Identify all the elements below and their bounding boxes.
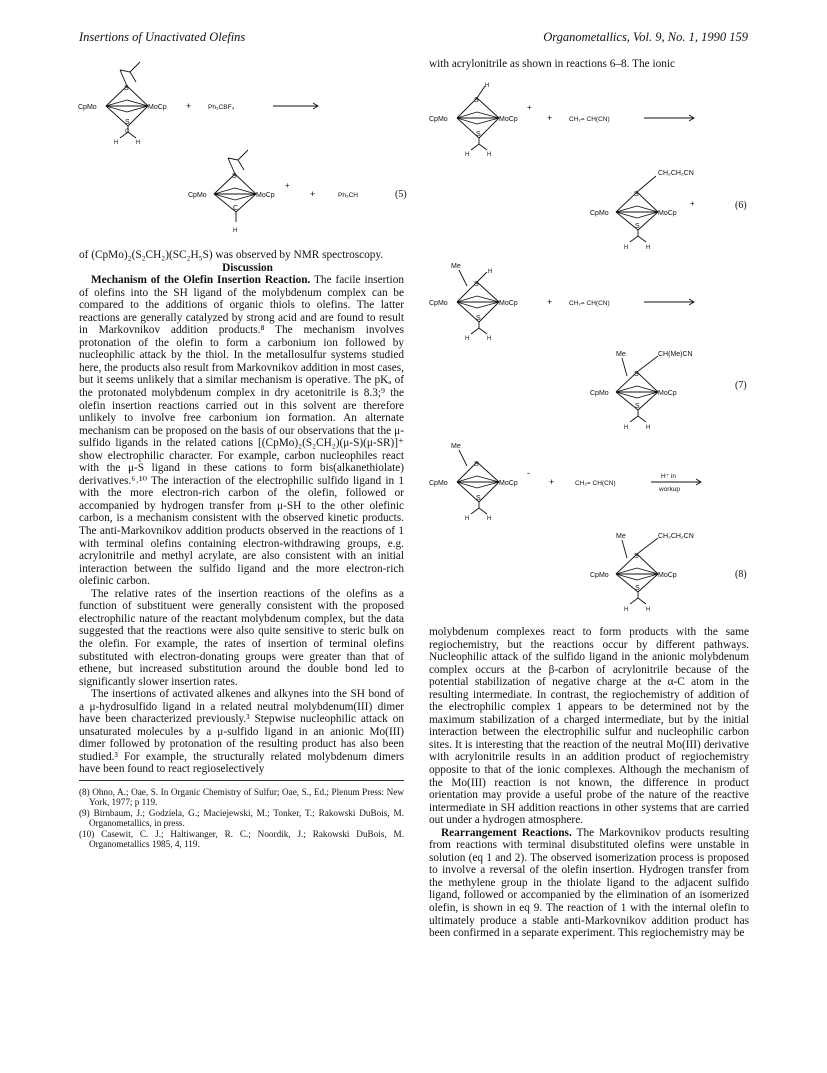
hydrogen-label: H	[646, 425, 651, 431]
substituent-label: CH₂CH₂CN	[658, 533, 694, 540]
sulfur-label: S	[124, 85, 129, 92]
charge-plus: +	[690, 199, 695, 208]
paragraph: of (CpMo)₂(S₂CH₂)(SC₂H₅S) was observed by NMR spectroscopy.	[79, 249, 384, 261]
equation-number: (8)	[735, 569, 747, 580]
right-column	[429, 626, 749, 940]
reference: (8) Ohno, A.; Oae, S. In Organic Chemistry of Sulfur; Oae, S., Ed.; Plenum Press: New York, 1977; p 119.	[79, 786, 404, 808]
reference: (10) Casewit, C. J.; Haltiwanger, R. C.; Noordik, J.; Rakowski DuBois, M. Organometallics 1985, 4, 119.	[79, 828, 404, 849]
sulfur-label: S	[125, 119, 130, 126]
section-heading: Discussion	[222, 261, 273, 274]
scheme-6-reactants	[429, 82, 739, 162]
sulfur-label: S	[474, 461, 479, 468]
run-in-heading: Rearrangement Reactions.	[441, 826, 572, 839]
cpmo-label: CpMo	[590, 572, 609, 579]
equation-number: (5)	[395, 189, 407, 200]
sulfur-label: S	[476, 495, 481, 502]
hydrogen-label: H	[136, 140, 141, 146]
reagent-label: workup	[659, 486, 680, 493]
triphenylmethane: Ph₃CH	[338, 192, 358, 199]
paragraph-body: The Markovnikov products resulting from reactions with terminal disubstituted olefins were unstable in solution (eq 1 and 2). The observed isomerization process is proposed to involve a reversal of the olefin insertion. Hydrogen transfer from the methylene group in the thiolate ligand to the adjacent sulfido ligand, followed or accompanied by the elimination of an isomerized olefin, is shown in eq 9. The reaction of 1 with the internal olefin to ultimately produce a stable anti-Markovnikov addition product has been confirmed in a separate experiment. This regiochemistry may be	[429, 826, 749, 940]
references	[79, 780, 404, 849]
plus-sign: +	[549, 477, 555, 487]
charge-plus: +	[285, 181, 290, 190]
cpmo-label: CpMo	[429, 480, 448, 487]
acrylonitrile-label: CH₂= CH(CN)	[569, 116, 610, 123]
scheme-8-reactants	[429, 438, 739, 523]
hydrogen-label: H	[646, 607, 651, 613]
hydrogen-label: H	[487, 516, 492, 522]
paragraph: The relative rates of the insertion reactions of the olefins as a function of substituent were generally consistent with the proposed electrophilic nature of the reactant molybdenum complex, but the data suggested that the reactions were also quite sensitive to steric bulk on the olefin. For example, the rates of insertion of terminal olefins substituted with electron-donating groups were greater than that of ethene, but increased substitution around the double bond led to significantly slower insertion rates.	[79, 587, 404, 688]
hydrogen-label: H	[646, 245, 651, 251]
methyl-label: Me	[451, 443, 461, 450]
plus-sign: +	[186, 101, 192, 111]
plus-sign: +	[310, 189, 316, 199]
hydrogen-label: H	[465, 336, 470, 342]
mocp-label: MoCp	[658, 390, 677, 397]
plus-sign: +	[547, 297, 553, 307]
scheme-7-reactants	[429, 258, 739, 343]
sulfur-label: S	[474, 281, 479, 288]
equation-number: (6)	[735, 200, 747, 211]
running-header-journal: Organometallics, Vol. 9, No. 1, 1990 159	[543, 30, 748, 44]
mocp-label: MoCp	[499, 480, 518, 487]
mocp-label: MoCp	[658, 210, 677, 217]
methyl-label: Me	[616, 533, 626, 540]
sulfur-label: S	[634, 191, 639, 198]
carbon-label: C	[125, 129, 130, 135]
left-column	[79, 249, 404, 849]
scheme-7-product	[590, 346, 730, 436]
hydrogen-label: H	[624, 425, 629, 431]
scheme-6-product	[590, 168, 720, 258]
sulfur-label: S	[634, 371, 639, 378]
paragraph: The insertions of activated alkenes and alkynes into the SH bond of a μ-hydrosulfido ligand in a related neutral molybdenum(III) dimer have been characterized previously.³ Stepwise nucleophilic attack on unsaturated molecules by a μ-sulfido ligand in an anionic Mo(III) dimer followed by protonation of the resulting product has also been studied.³ For example, the structurally related molybdenum dimers have been found to react regioselectively	[79, 688, 404, 776]
hydrogen-label: H	[114, 140, 119, 146]
equation-number: (7)	[735, 380, 747, 391]
cpmo-label: CpMo	[78, 104, 97, 111]
paragraph-body: The facile insertion of olefins into the SH ligand of the molybdenum complex can be compared to the additions of organic thiols to olefins. The latter reactions are generally catalyzed by strong acid and are found to result in Markovnikov addition products.⁸ The mechanism involves protonation of the olefin to form a carbonium ion followed by nucleophilic attack by the thiol. In the metallosulfur systems studied here, the products also result from Markovnikov addition in most cases, but it seems unlikely that a similar mechanism is operative. The pKₐ of the protonated molybdenum complex in dry acetonitrile is 8.3;⁹ the olefin insertion reactions carried out in this solvent are therefore unlikely to involve free carbonium ion formation. An alternate mechanism can be proposed on the basis of our observations that the μ-sulfido ligands in the related cations [(CpMo)₂(S₂CH₂)(μ-S)(μ-SR)]⁺ show electrophilic character. For example, carbon nucleophiles react with the μ-S ligand in these cations to form bis(alkanethiolate) derivatives.⁶˒¹⁰ The interaction of the electrophilic sulfido ligand in 1 with the more electron-rich carbon of the olefin, followed or accompanied by hydrogen transfer from μ-SH to the other olefinic carbon, is a mechanism consistent with the observed kinetic products. The anti-Markovnikov addition products observed in the reactions of 1 with terminal olefins containing electron-withdrawing groups, e.g. acrylonitrile and methyl acrylate, are also consistent with an initial interaction between the sulfido ligand and the more electron-rich olefinic carbon.	[79, 274, 404, 588]
paragraph: with acrylonitrile as shown in reactions 6–8. The ionic	[429, 58, 676, 70]
hydrogen-label: H	[488, 269, 493, 275]
mocp-label: MoCp	[499, 300, 518, 307]
hydrogen-label: H	[233, 228, 238, 234]
substituent-label: CH₂CH₂CN	[658, 170, 694, 177]
paragraph: molybdenum complexes react to form products with the same regiochemistry, but the reactions occur by different pathways. Nucleophilic attack of the sulfido ligand in the anionic molybdenum complex occurs at the β-carbon of acrylonitrile because of the potential stabilization of negative charge at the α-C atom in the resulting intermediate. In contrast, the regiochemistry of addition of the electrophilic complex 1 appears to be determined not by the maximum stabilization of a charged intermediate, but by the initial interaction between the electrophilic sulfur and nucleophilic carbon sites. It is interesting that the reaction of the neutral Mo(III) derivative with acrylonitrile results in an addition product of regiochemistry opposite to that of the ionic complexes. Although the mechanism of the Mo(III) reaction is not known, the difference in product orientation may provide a useful probe of the nature of the reactive intermediate in SH addition reactions in other systems that are carried out under a hydrogen atmosphere.	[429, 626, 749, 827]
hydrogen-label: H	[487, 152, 492, 158]
carbon-label: C	[233, 205, 239, 212]
sulfur-label: S	[476, 131, 481, 138]
trityl-reagent: Ph₃CBF₄	[208, 104, 235, 111]
sulfur-label: S	[476, 315, 481, 322]
reagent-label: H⁺ in	[661, 473, 676, 480]
charge-plus: +	[527, 103, 532, 112]
sulfur-label: S	[635, 223, 640, 230]
cpmo-label: CpMo	[188, 192, 207, 199]
methyl-label: Me	[451, 263, 461, 270]
run-in-heading: Mechanism of the Olefin Insertion Reaction.	[91, 274, 311, 287]
sulfur-label: S	[474, 97, 479, 104]
scheme-5-reactant	[78, 62, 418, 152]
paragraph	[79, 274, 404, 588]
cpmo-label: CpMo	[590, 210, 609, 217]
sulfur-label: S	[634, 553, 639, 560]
paragraph	[429, 827, 749, 940]
cpmo-label: CpMo	[590, 390, 609, 397]
sulfur-label: S	[232, 173, 237, 180]
charge-minus: -	[527, 468, 530, 478]
running-header-title: Insertions of Unactivated Olefins	[79, 30, 246, 44]
mocp-label: MoCp	[658, 572, 677, 579]
hydrogen-label: H	[465, 152, 470, 158]
reference: (9) Birnbaum, J.; Godziela, G.; Maciejewski, M.; Tonker, T.; Rakowski DuBois, M. Organometallics, in press.	[79, 807, 404, 829]
acrylonitrile-label: CH₂= CH(CN)	[569, 300, 610, 307]
mocp-label: MoCp	[256, 192, 275, 199]
hydrogen-label: H	[485, 83, 490, 89]
hydrogen-label: H	[624, 607, 629, 613]
cpmo-label: CpMo	[429, 300, 448, 307]
acrylonitrile-label: CH₂= CH(CN)	[575, 480, 616, 487]
scheme-5-product	[188, 150, 418, 240]
sulfur-label: S	[635, 585, 640, 592]
hydrogen-label: H	[624, 245, 629, 251]
hydrogen-label: H	[487, 336, 492, 342]
plus-sign: +	[547, 113, 553, 123]
hydrogen-label: H	[465, 516, 470, 522]
mocp-label: MoCp	[148, 104, 167, 111]
cpmo-label: CpMo	[429, 116, 448, 123]
scheme-8-product	[590, 528, 730, 620]
mocp-label: MoCp	[499, 116, 518, 123]
substituent-label: CH(Me)CN	[658, 351, 693, 358]
methyl-label: Me	[616, 351, 626, 358]
sulfur-label: S	[635, 403, 640, 410]
